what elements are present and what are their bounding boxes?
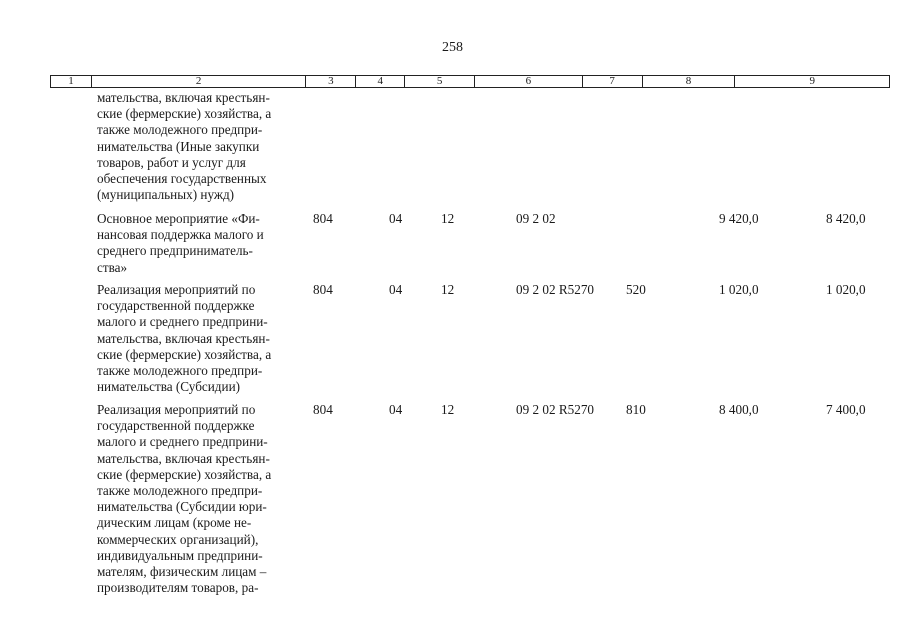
column-number-header	[50, 75, 890, 88]
description-line: также молодежного предпри-	[97, 363, 263, 379]
column-number-5: 5	[405, 76, 475, 87]
ministry-code: 804	[313, 282, 333, 297]
ministry-code: 804	[313, 211, 333, 226]
section-code: 04	[389, 211, 403, 226]
subsection-code: 12	[441, 402, 455, 417]
column-number-1: 1	[51, 76, 92, 87]
description-line: малого и среднего предприни-	[97, 314, 268, 330]
expense-type-code: 520	[626, 282, 646, 297]
expense-type-code: 810	[626, 402, 646, 417]
subsection-code: 12	[441, 282, 455, 297]
description-line: Основное мероприятие «Фи-	[97, 211, 260, 226]
description-line: обеспечения государственных	[97, 171, 267, 187]
description-line: нимательства (Субсидии юри-	[97, 499, 267, 515]
description-line: также молодежного предпри-	[97, 483, 263, 499]
description-line: ские (фермерские) хозяйства, а	[97, 346, 272, 362]
description-line: (муниципальных) нужд)	[97, 187, 235, 203]
description-line: государственной поддержке	[97, 418, 255, 434]
column-number-8: 8	[643, 76, 736, 87]
description-line: мательства, включая крестьян-	[97, 90, 270, 105]
section-code: 04	[389, 282, 403, 297]
description-line: также молодежного предпри-	[97, 122, 263, 138]
description-line: товаров, работ и услуг для	[97, 154, 246, 170]
description-line: мательства, включая крестьян-	[97, 450, 270, 466]
column-number-9: 9	[809, 75, 815, 87]
section-code: 04	[389, 402, 403, 417]
description-line: нимательства (Иные закупки	[97, 138, 260, 154]
amount-col-9: 8 420,0	[826, 211, 866, 226]
target-item-code: 09 2 02	[516, 211, 556, 226]
column-number-2: 2	[92, 76, 306, 87]
amount-col-8: 8 400,0	[719, 402, 759, 417]
row-description	[97, 90, 302, 203]
row-description	[97, 402, 302, 596]
page-number: 258	[442, 40, 463, 55]
description-line: производителям товаров, ра-	[97, 580, 259, 596]
amount-col-9: 7 400,0	[826, 402, 866, 417]
subsection-code: 12	[441, 211, 455, 226]
description-line: Реализация мероприятий по	[97, 402, 256, 417]
description-line: Реализация мероприятий по	[97, 282, 256, 297]
column-number-6: 6	[475, 76, 583, 87]
amount-col-8: 1 020,0	[719, 282, 759, 297]
description-line: ства»	[97, 259, 128, 275]
description-line: ские (фермерские) хозяйства, а	[97, 106, 272, 122]
description-line: мательства, включая крестьян-	[97, 330, 270, 346]
description-line: индивидуальным предприни-	[97, 547, 263, 563]
description-line: малого и среднего предприни-	[97, 434, 268, 450]
description-line: нансовая поддержка малого и	[97, 227, 264, 243]
description-line: коммерческих организаций),	[97, 531, 259, 547]
ministry-code: 804	[313, 402, 333, 417]
amount-col-8: 9 420,0	[719, 211, 759, 226]
amount-col-9: 1 020,0	[826, 282, 866, 297]
column-number-7: 7	[583, 76, 643, 87]
row-description	[97, 211, 302, 276]
target-item-code: 09 2 02 R5270	[516, 282, 595, 297]
description-line: дическим лицам (кроме не-	[97, 515, 252, 531]
target-item-code: 09 2 02 R5270	[516, 402, 595, 417]
column-number-3: 3	[306, 76, 356, 87]
description-line: нимательства (Субсидии)	[97, 379, 241, 395]
description-line: среднего предприниматель-	[97, 243, 253, 259]
row-description	[97, 282, 302, 395]
column-number-4: 4	[356, 76, 405, 87]
description-line: ские (фермерские) хозяйства, а	[97, 466, 272, 482]
description-line: мателям, физическим лицам –	[97, 564, 267, 580]
description-line: государственной поддержке	[97, 298, 255, 314]
